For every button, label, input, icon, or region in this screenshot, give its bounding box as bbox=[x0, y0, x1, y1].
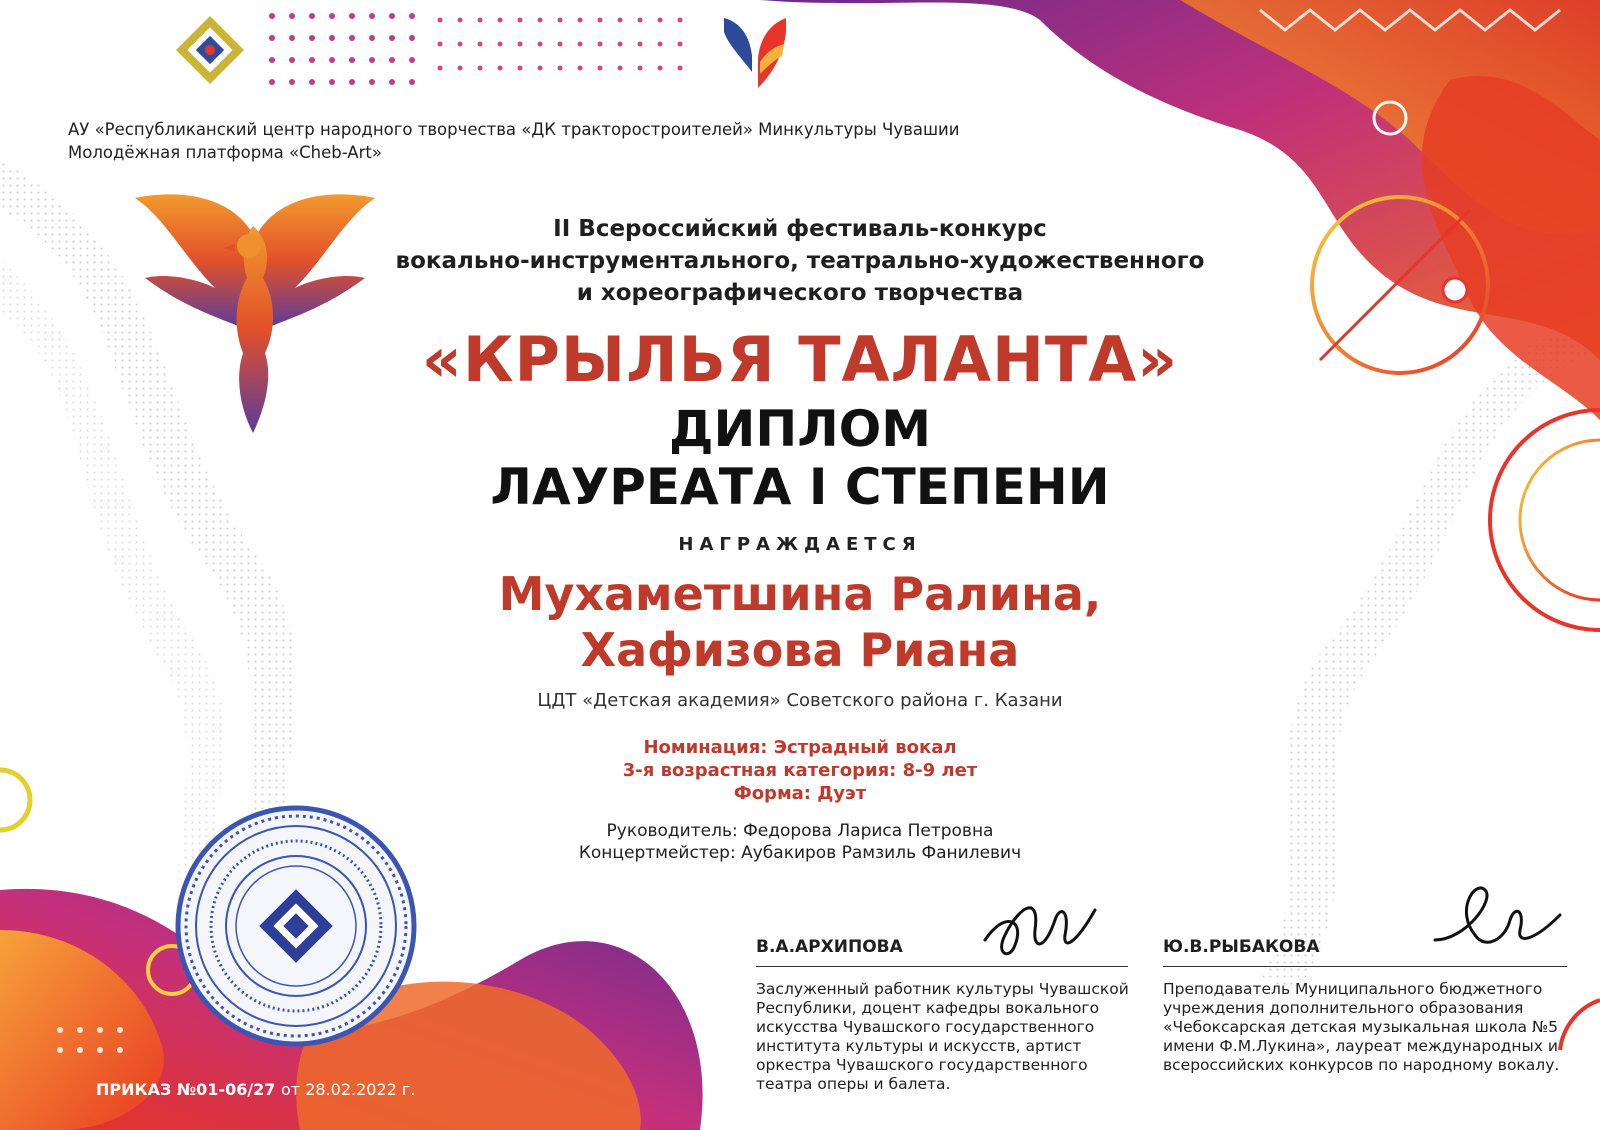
mentors-block bbox=[0, 820, 1600, 864]
organizer-block bbox=[68, 118, 960, 164]
leader: Руководитель: Федорова Лариса Петровна bbox=[606, 821, 994, 841]
category-block bbox=[0, 736, 1600, 805]
signature-line bbox=[1163, 966, 1567, 967]
signer-name-2: Ю.В.РЫБАКОВА bbox=[1163, 937, 1320, 957]
diploma-title-line-2: ЛАУРЕАТА I СТЕПЕНИ bbox=[490, 458, 1110, 516]
age-category: 3-я возрастная категория: 8-9 лет bbox=[622, 760, 978, 781]
order-date: от 28.02.2022 г. bbox=[281, 1080, 416, 1099]
nomination: Номинация: Эстрадный вокал bbox=[643, 737, 957, 758]
recipient-names bbox=[0, 566, 1600, 678]
performance-form: Форма: Дуэт bbox=[733, 783, 867, 804]
festival-brand-title: «КРЫЛЬЯ ТАЛАНТА» bbox=[421, 323, 1179, 396]
order-reference bbox=[96, 1080, 415, 1099]
festival-heading bbox=[0, 213, 1600, 309]
diploma-title bbox=[0, 400, 1600, 516]
recipient-name-1: Мухаметшина Ралина, bbox=[498, 567, 1102, 621]
institution: ЦДТ «Детская академия» Советского района г. Казани bbox=[537, 690, 1063, 711]
culture-ministry-logo-icon bbox=[720, 12, 790, 90]
chuvash-ornament-logo-icon bbox=[172, 12, 248, 88]
awarded-label: НАГРАЖДАЕТСЯ bbox=[678, 534, 922, 555]
festival-line-1: II Всероссийский фестиваль-конкурс bbox=[553, 216, 1047, 242]
signature-line bbox=[756, 966, 1128, 967]
diploma-title-line-1: ДИПЛОМ bbox=[668, 400, 931, 458]
order-number: ПРИКАЗ №01-06/27 bbox=[96, 1080, 276, 1099]
signer-name-1: В.А.АРХИПОВА bbox=[756, 937, 903, 957]
accompanist: Концертмейстер: Аубакиров Рамзиль Фанилевич bbox=[578, 843, 1022, 863]
signature-mark bbox=[975, 890, 1105, 970]
festival-line-3: и хореографического творчества bbox=[576, 280, 1024, 306]
signer-description-2: Преподаватель Муниципального бюджетного учреждения дополнительного образования «Чебоксарская детская музыкальная школа №5 имени Ф.М.Лукина», лауреат международных и всероссийских конкурсов по народному вокалу. bbox=[1163, 980, 1560, 1074]
signature-mark bbox=[1425, 880, 1565, 965]
organizer-line: АУ «Республиканский центр народного творчества «ДК тракторостроителей» Минкультуры Чувашии bbox=[68, 120, 960, 139]
signer-description-1: Заслуженный работник культуры Чувашской Республики, доцент кафедры вокального искусства Чувашского государственного института культуры и искусств, артист оркестра Чувашского государственного театра оперы и балета. bbox=[756, 980, 1129, 1093]
recipient-name-2: Хафизова Риана bbox=[580, 623, 1020, 677]
festival-line-2: вокально-инструментального, театрально-художественного bbox=[395, 248, 1205, 274]
platform-line: Молодёжная платформа «Cheb-Art» bbox=[68, 143, 382, 162]
